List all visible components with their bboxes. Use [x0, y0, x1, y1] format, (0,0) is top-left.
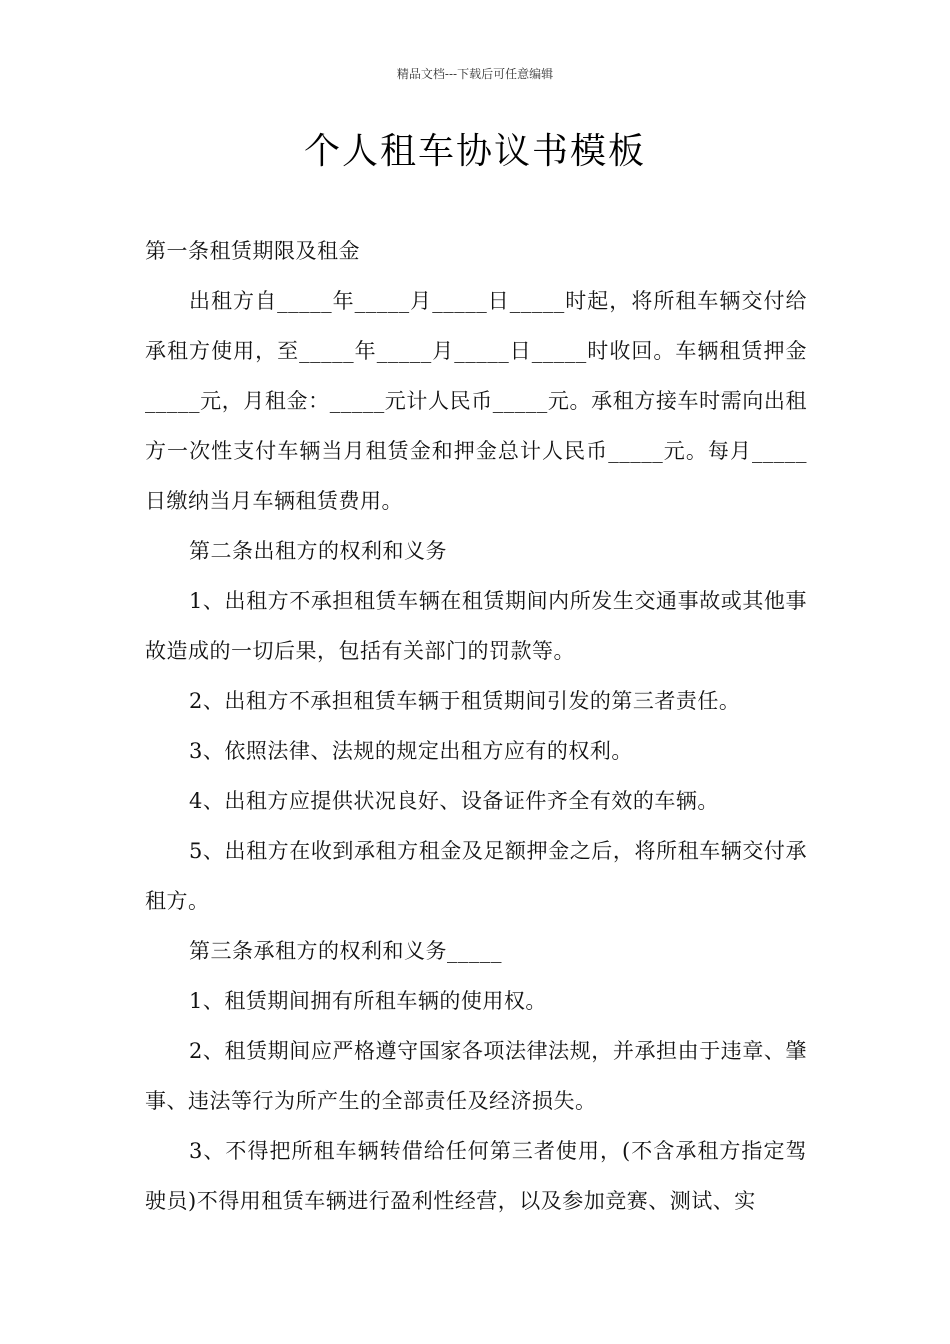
header-note: 精品文档---下载后可任意编辑 [396, 67, 554, 81]
document-title: 个人租车协议书模板 [303, 131, 646, 172]
paragraph-lessor-2: 2、出租方不承担租赁车辆于租赁期间引发的第三者责任。 [189, 689, 741, 713]
document-body [145, 226, 807, 1226]
paragraph-lessor-3: 3、依照法律、法规的规定出租方应有的权利。 [189, 739, 633, 763]
paragraph-lessor-4: 4、出租方应提供状况良好、设备证件齐全有效的车辆。 [189, 789, 719, 813]
section-heading-1: 第一条租赁期限及租金 [145, 239, 360, 263]
paragraph-lessee-2: 2、租赁期间应严格遵守国家各项法律法规，并承担由于违章、肇事、违法等行为所产生的全部责任及经济损失。 [145, 1039, 807, 1113]
section-heading-3: 第三条承租方的权利和义务_____ [189, 939, 502, 963]
paragraph-lease-term: 出租方自_____年_____月_____日_____时起，将所租车辆交付给承租方使用，至_____年_____月_____日_____时收回。车辆租赁押金_____元，月租金：_____元计人民币_____元。承租方接车时需向出租方一次性支付车辆当月租赁金和押金总计人民币_____元。每月_____日缴纳当月车辆租赁费用。 [145, 289, 807, 513]
paragraph-lessee-3: 3、不得把所租车辆转借给任何第三者使用，(不含承租方指定驾驶员)不得用租赁车辆进行盈利性经营，以及参加竞赛、测试、实 [145, 1139, 807, 1213]
paragraph-lessee-1: 1、租赁期间拥有所租车辆的使用权。 [189, 989, 547, 1013]
paragraph-lessor-5: 5、出租方在收到承租方租金及足额押金之后，将所租车辆交付承租方。 [145, 839, 807, 913]
paragraph-lessor-1: 1、出租方不承担租赁车辆在租赁期间内所发生交通事故或其他事故造成的一切后果，包括有关部门的罚款等。 [145, 589, 807, 663]
section-heading-2: 第二条出租方的权利和义务 [189, 539, 447, 563]
